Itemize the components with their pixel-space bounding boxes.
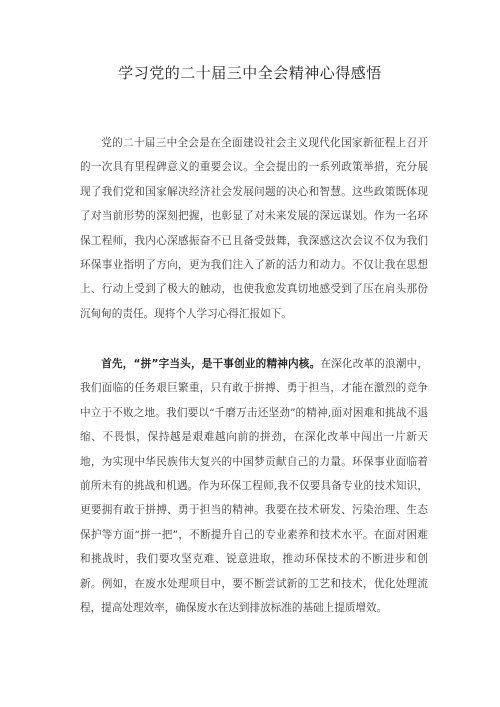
paragraph-intro-text: 党的二十届三中全会是在全面建设社会主义现代化国家新征程上召开的一次具有里程碑意义的重要会议。全会提出的一系列政策举措，充分展现了我们党和国家解决经济社会发展问题的决心和智慧。这些政策既体现了对当前形势的深刻把握，也彰显了对未来发展的深远谋划。作为一名环保工程师，我内心深感振奋不已且备受鼓舞，我深感这次会议不仅为我们环保事业指明了方向，更为我们注入了新的活力和动力。不仅让我在思想上、行动上受到了极大的触动，也使我愈发真切地感受到了压在肩头那份沉甸甸的责任。现将个人学习心得汇报如下。 [80,137,428,320]
paragraph-intro [80,131,428,326]
paragraph-first-point-text: 在深化改革的浪潮中，我们面临的任务艰巨繁重，只有敢于拼搏、勇于担当，才能在激烈的竞争中立于不败之地。我们要以“千磨万击还坚劲”的精神,面对困难和挑战不退缩、不畏惧，保持越是艰难越向前的拼劲，在深化改革中闯出一片新天地，为实现中华民族伟大复兴的中国梦贡献自己的力量。环保事业面临着前所未有的挑战和机遇。作为环保工程师,我不仅要具备专业的技术知识，更要拥有敢于拼搏、勇于担当的精神。我要在技术研发、污染治理、生态保护等方面“拼一把”，不断提升自己的专业素养和技术水平。在面对困难和挑战时，我们要攻坚克难、锐意进取，推动环保技术的不断进步和创新。例如，在废水处理项目中，要不断尝试新的工艺和技术，优化处理流程，提高处理效率，确保废水在达到排放标准的基础上提质增效。 [80,358,428,615]
paragraph-lead-heading: 首先，“拼”字当头，是干事创业的精神内核。 [101,358,321,370]
paragraph-first-point [80,352,428,620]
document-title: 学习党的二十届三中全会精神心得感悟 [118,64,382,82]
